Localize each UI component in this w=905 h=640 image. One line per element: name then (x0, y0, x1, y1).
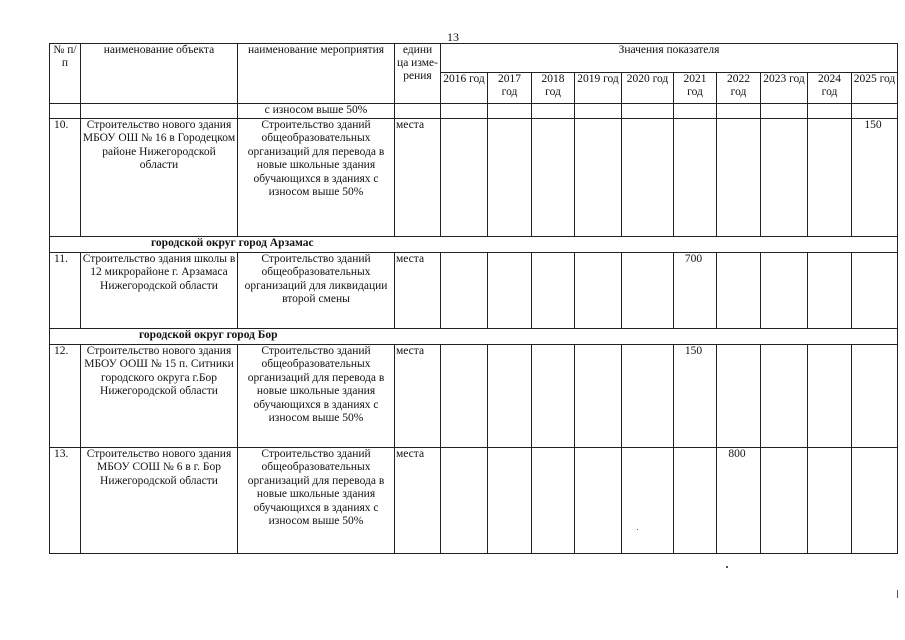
header-object: наименование объекта (81, 44, 238, 104)
empty-cell (575, 104, 622, 119)
unit: места (395, 118, 441, 236)
value-cell (488, 344, 532, 447)
object-name: Строительство здания школы в 12 микрорайоне г. Арзамаса Нижегородской области (81, 252, 238, 328)
scan-speck (726, 566, 728, 568)
value-cell (532, 118, 575, 236)
value-cell (761, 118, 808, 236)
section-cell (50, 236, 898, 252)
header-year: 2019 год (575, 73, 622, 104)
value-cell (761, 447, 808, 553)
empty-cell (674, 104, 717, 119)
value-cell (808, 447, 852, 553)
value-cell (575, 447, 622, 553)
scan-mark (897, 590, 898, 598)
value-cell (622, 447, 674, 553)
empty-cell (808, 104, 852, 119)
header-year: 2020 год (622, 73, 674, 104)
value-cell (622, 118, 674, 236)
value-cell (852, 447, 898, 553)
header-year: 2024 год (808, 73, 852, 104)
value-cell: 150 (674, 344, 717, 447)
value-cell (674, 447, 717, 553)
measure-name: Строительство зданий общеобразовательных организаций для перевода в новые школьные здания обучающихся в зданиях с износом выше 50% (238, 447, 395, 553)
table-row (50, 344, 898, 447)
table-row (50, 252, 898, 328)
continuation-text: с износом выше 50% (238, 104, 395, 119)
header-year: 2018 год (532, 73, 575, 104)
value-cell (622, 344, 674, 447)
header-num: № п/п (50, 44, 81, 104)
empty-cell (395, 104, 441, 119)
value-cell (761, 344, 808, 447)
header-year: 2017 год (488, 73, 532, 104)
value-cell (808, 118, 852, 236)
empty-cell (50, 104, 81, 119)
page-number: 13 (447, 30, 459, 44)
value-cell (441, 252, 488, 328)
empty-cell (717, 104, 761, 119)
section-cell (50, 328, 898, 344)
object-name: Строительство нового здания МБОУ СОШ № 6 в г. Бор Нижегородской области (81, 447, 238, 553)
header-measure: наименование мероприятия (238, 44, 395, 104)
value-cell (674, 118, 717, 236)
section-title: городской округ город Бор (139, 328, 278, 341)
section-row (50, 236, 898, 252)
table-row (50, 118, 898, 236)
header-year: 2022 год (717, 73, 761, 104)
value-cell (532, 252, 575, 328)
empty-cell (852, 104, 898, 119)
empty-cell (622, 104, 674, 119)
value-cell (808, 252, 852, 328)
value-cell (575, 344, 622, 447)
value-cell: 700 (674, 252, 717, 328)
row-number: 11. (50, 252, 81, 328)
value-cell (441, 344, 488, 447)
object-name: Строительство нового здания МБОУ ОШ № 16 в Городецком районе Нижегородской области (81, 118, 238, 236)
object-name: Строительство нового здания МБОУ ООШ № 15 п. Ситники городского округа г.Бор Нижегородской области (81, 344, 238, 447)
value-cell: 150 (852, 118, 898, 236)
value-cell (622, 252, 674, 328)
row-number: 12. (50, 344, 81, 447)
unit: места (395, 447, 441, 553)
section-title: городской округ город Арзамас (151, 236, 314, 249)
value-cell (532, 344, 575, 447)
value-cell (575, 118, 622, 236)
value-cell (488, 447, 532, 553)
value-cell (852, 252, 898, 328)
header-year: 2025 год (852, 73, 898, 104)
header-unit: едини ца изме- рения (395, 44, 441, 104)
value-cell (488, 118, 532, 236)
value-cell (808, 344, 852, 447)
value-cell (441, 447, 488, 553)
indicators-table (49, 43, 898, 554)
measure-name: Строительство зданий общеобразовательных организаций для ликвидации второй смены (238, 252, 395, 328)
header-year: 2016 год (441, 73, 488, 104)
section-row (50, 328, 898, 344)
header-year: 2021 год (674, 73, 717, 104)
empty-cell (532, 104, 575, 119)
measure-name: Строительство зданий общеобразовательных организаций для перевода в новые школьные здания обучающихся в зданиях с износом выше 50% (238, 118, 395, 236)
value-cell (761, 252, 808, 328)
unit: места (395, 252, 441, 328)
empty-cell (488, 104, 532, 119)
value-cell (532, 447, 575, 553)
value-cell (852, 344, 898, 447)
header-values: Значения показателя (441, 44, 898, 73)
value-cell (575, 252, 622, 328)
value-cell (488, 252, 532, 328)
empty-cell (761, 104, 808, 119)
value-cell (717, 118, 761, 236)
row-number: 10. (50, 118, 81, 236)
value-cell (717, 252, 761, 328)
continuation-row (50, 104, 898, 119)
value-cell (441, 118, 488, 236)
measure-name: Строительство зданий общеобразовательных организаций для перевода в новые школьные здания обучающихся в зданиях с износом выше 50% (238, 344, 395, 447)
unit: места (395, 344, 441, 447)
header-year: 2023 год (761, 73, 808, 104)
table-row (50, 447, 898, 553)
empty-cell (441, 104, 488, 119)
value-cell: 800 (717, 447, 761, 553)
value-cell (717, 344, 761, 447)
row-number: 13. (50, 447, 81, 553)
scan-speck (637, 529, 638, 530)
empty-cell (81, 104, 238, 119)
